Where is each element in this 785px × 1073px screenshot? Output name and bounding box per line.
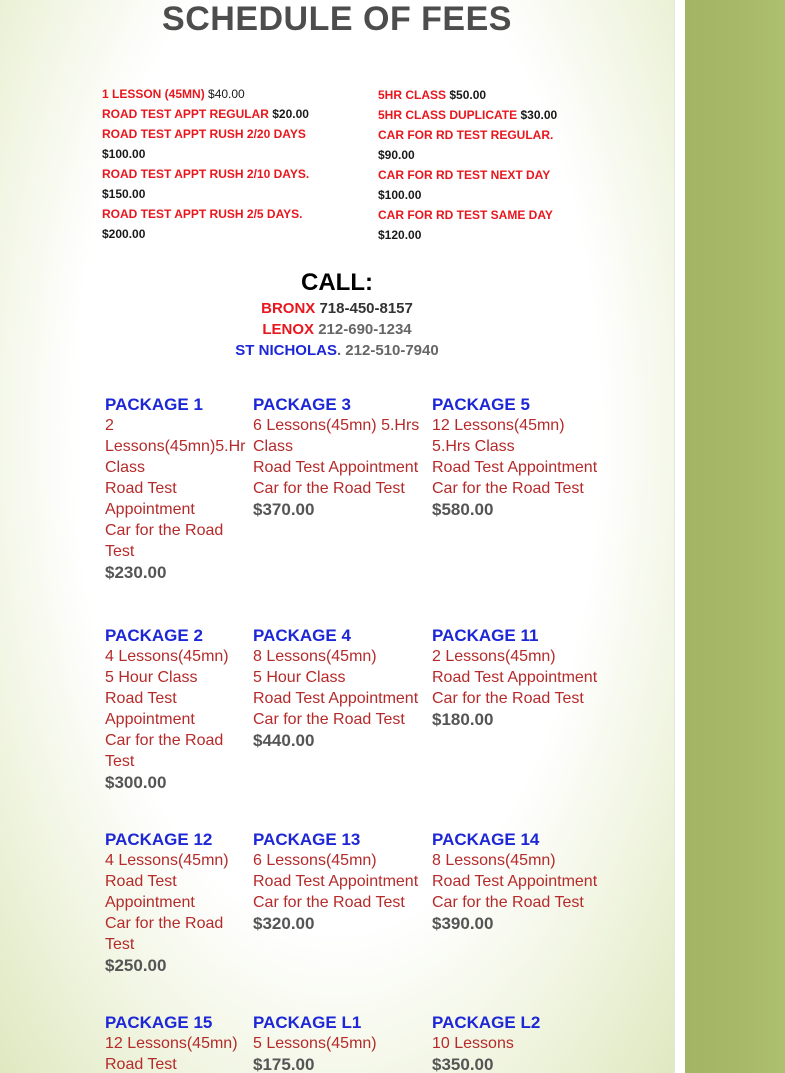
package-price: $440.00 bbox=[253, 731, 315, 750]
package-card bbox=[253, 625, 428, 752]
fees-list-left bbox=[102, 84, 362, 244]
phone-lenox bbox=[0, 319, 674, 340]
package-price: $175.00 bbox=[253, 1055, 315, 1073]
fee-price: $100.00 bbox=[102, 147, 146, 161]
package-name: PACKAGE 13 bbox=[253, 830, 361, 849]
call-heading: CALL: bbox=[301, 269, 373, 296]
package-feature: Appointment bbox=[105, 501, 195, 518]
package-card bbox=[105, 394, 250, 584]
fee-price: $100.00 bbox=[378, 188, 422, 202]
phone-number[interactable]: 212-510-7940 bbox=[345, 342, 439, 359]
fee-price: $50.00 bbox=[449, 88, 487, 102]
package-name: PACKAGE 1 bbox=[105, 395, 203, 414]
package-feature: 4 Lessons(45mn) bbox=[105, 852, 229, 869]
phone-st-nicholas bbox=[0, 340, 674, 361]
fee-item bbox=[102, 204, 362, 244]
package-card bbox=[432, 1012, 607, 1073]
package-name: PACKAGE 12 bbox=[105, 830, 213, 849]
phone-number[interactable]: 718-450-8157 bbox=[319, 300, 413, 317]
package-price: $230.00 bbox=[105, 563, 167, 582]
package-name: PACKAGE 2 bbox=[105, 626, 203, 645]
package-feature: 2 Lessons(45mn) bbox=[432, 648, 556, 665]
package-card bbox=[253, 829, 428, 935]
fee-label: ROAD TEST APPT RUSH 2/5 DAYS. bbox=[102, 207, 303, 221]
fee-price: $90.00 bbox=[378, 148, 415, 162]
package-feature: 8 Lessons(45mn) bbox=[253, 648, 377, 665]
package-feature: 6 Lessons(45mn) bbox=[253, 852, 377, 869]
package-card bbox=[432, 394, 607, 521]
package-feature: Car for the Road bbox=[105, 522, 224, 539]
package-card bbox=[432, 829, 607, 935]
package-price: $580.00 bbox=[432, 500, 494, 519]
fee-label: ROAD TEST APPT REGULAR bbox=[102, 107, 269, 121]
package-name: PACKAGE 11 bbox=[432, 626, 539, 645]
package-name: PACKAGE 15 bbox=[105, 1013, 213, 1032]
package-feature: 5 Lessons(45mn) bbox=[253, 1035, 377, 1052]
fee-price: $30.00 bbox=[520, 108, 558, 122]
package-name: PACKAGE 4 bbox=[253, 626, 351, 645]
fee-label: CAR FOR RD TEST NEXT DAY bbox=[378, 168, 551, 182]
package-feature: Car for the Road bbox=[105, 732, 224, 749]
fee-label: CAR FOR RD TEST REGULAR. bbox=[378, 128, 554, 142]
package-feature: Road Test bbox=[105, 873, 177, 890]
package-feature: Appointment bbox=[105, 894, 195, 911]
fee-item bbox=[102, 164, 362, 204]
package-price: $180.00 bbox=[432, 710, 494, 729]
package-feature: 2 bbox=[105, 417, 114, 434]
package-price: $350.00 bbox=[432, 1055, 494, 1073]
package-feature: Road Test Appointment bbox=[432, 873, 598, 890]
package-feature: Car for the Road Test bbox=[253, 711, 405, 728]
package-feature: Car for the Road Test bbox=[432, 894, 584, 911]
fee-label: ROAD TEST APPT RUSH 2/20 DAYS bbox=[102, 127, 306, 141]
package-card bbox=[105, 829, 250, 977]
package-feature: Test bbox=[105, 753, 135, 770]
package-feature: 5 Hour Class bbox=[105, 669, 198, 686]
package-feature: Lessons(45mn)5.Hr bbox=[105, 438, 246, 455]
package-feature: 5.Hrs Class bbox=[432, 438, 515, 455]
package-feature: Road Test Appointment bbox=[253, 690, 419, 707]
package-feature: Car for the Road Test bbox=[253, 480, 405, 497]
phone-bronx bbox=[0, 298, 674, 319]
package-feature: Class bbox=[253, 438, 294, 455]
package-price: $250.00 bbox=[105, 956, 167, 975]
package-name: PACKAGE L1 bbox=[253, 1013, 362, 1032]
column-gap bbox=[674, 0, 685, 1073]
package-name: PACKAGE 5 bbox=[432, 395, 530, 414]
phone-number[interactable]: 212-690-1234 bbox=[318, 321, 412, 338]
package-name: PACKAGE 14 bbox=[432, 830, 540, 849]
package-feature: Road Test bbox=[105, 690, 177, 707]
fee-item bbox=[378, 85, 638, 105]
package-feature: 8 Lessons(45mn) bbox=[432, 852, 556, 869]
package-card bbox=[105, 625, 250, 794]
package-feature: 5 Hour Class bbox=[253, 669, 346, 686]
package-card bbox=[105, 1012, 250, 1073]
fee-price: $150.00 bbox=[102, 187, 146, 201]
package-feature: Car for the Road Test bbox=[432, 690, 584, 707]
package-price: $370.00 bbox=[253, 500, 315, 519]
package-feature: Road Test Appointment bbox=[253, 873, 419, 890]
fee-item bbox=[378, 125, 638, 165]
location-label: LENOX bbox=[262, 321, 315, 338]
package-feature: Road Test bbox=[105, 480, 177, 497]
package-name: PACKAGE L2 bbox=[432, 1013, 541, 1032]
fee-item bbox=[102, 104, 362, 124]
fee-label: 5HR CLASS bbox=[378, 88, 447, 102]
page-title: SCHEDULE OF FEES bbox=[162, 0, 512, 38]
call-section bbox=[0, 268, 674, 361]
package-price: $320.00 bbox=[253, 914, 315, 933]
package-feature: Car for the Road bbox=[105, 915, 224, 932]
fee-label: ROAD TEST APPT RUSH 2/10 DAYS. bbox=[102, 167, 310, 181]
package-name: PACKAGE 3 bbox=[253, 395, 351, 414]
package-card bbox=[253, 1012, 428, 1073]
fee-item bbox=[378, 105, 638, 125]
fees-list-right bbox=[378, 85, 638, 245]
location-label: ST NICHOLAS bbox=[235, 342, 337, 359]
package-feature: Class bbox=[105, 459, 146, 476]
package-feature: Car for the Road Test bbox=[253, 894, 405, 911]
fee-item bbox=[102, 84, 362, 104]
package-feature: 4 Lessons(45mn) bbox=[105, 648, 229, 665]
fee-item bbox=[378, 165, 638, 205]
fee-price: $120.00 bbox=[378, 228, 422, 242]
package-price: $390.00 bbox=[432, 914, 494, 933]
right-sidebar-background bbox=[685, 0, 785, 1073]
package-card bbox=[432, 625, 607, 731]
package-feature: Road Test Appointment bbox=[432, 669, 598, 686]
fee-label: 5HR CLASS DUPLICATE bbox=[378, 108, 518, 122]
package-feature: 12 Lessons(45mn) bbox=[432, 417, 565, 434]
location-label: BRONX bbox=[261, 300, 316, 317]
package-feature: 12 Lessons(45mn) bbox=[105, 1035, 238, 1052]
package-feature: Road Test Appointment bbox=[432, 459, 598, 476]
package-feature: Test bbox=[105, 543, 135, 560]
package-feature: Car for the Road Test bbox=[432, 480, 584, 497]
package-feature: 6 Lessons(45mn) 5.Hrs bbox=[253, 417, 420, 434]
package-feature: Road Test Appointment bbox=[253, 459, 419, 476]
fee-item bbox=[102, 124, 362, 164]
fee-label: 1 LESSON (45MN) bbox=[102, 87, 205, 101]
package-card bbox=[253, 394, 428, 521]
package-feature: Test bbox=[105, 936, 135, 953]
fee-price: $40.00 bbox=[208, 87, 245, 101]
fee-price: $200.00 bbox=[102, 227, 146, 241]
package-price: $300.00 bbox=[105, 773, 167, 792]
package-feature: 10 Lessons bbox=[432, 1035, 514, 1052]
separator: . bbox=[336, 342, 342, 359]
fee-item bbox=[378, 205, 638, 245]
package-feature: Appointment bbox=[105, 711, 195, 728]
fee-label: CAR FOR RD TEST SAME DAY bbox=[378, 208, 553, 222]
package-feature: Road Test bbox=[105, 1056, 177, 1073]
fee-price: $20.00 bbox=[272, 107, 309, 121]
